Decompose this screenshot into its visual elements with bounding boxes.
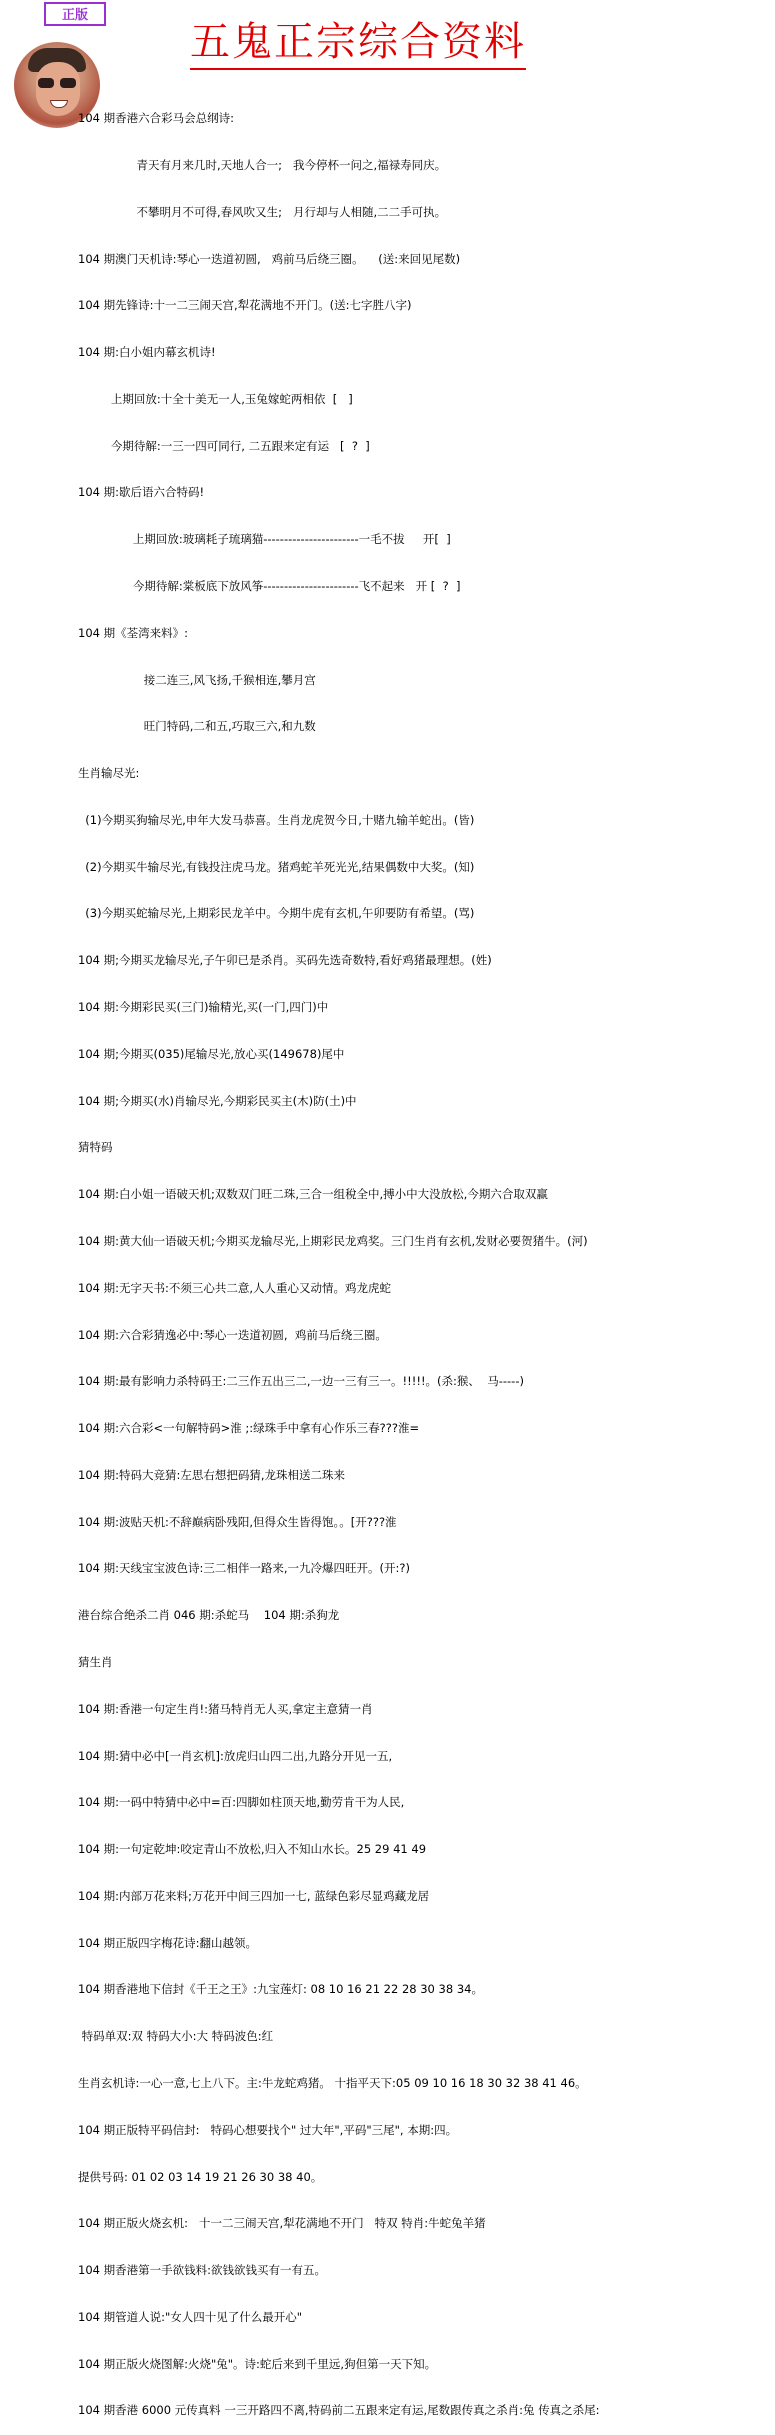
- text-line: 104 期:无字天书:不须三心共二意,人人重心又动情。鸡龙虎蛇: [78, 1280, 392, 1295]
- text-line: 104 期:内部万花来料;万花开中间三四加一七, 蓝绿色彩尽显鸡藏龙居: [78, 1888, 430, 1903]
- text-line: 生肖输尽光:: [78, 766, 140, 781]
- text-line: 104 期正版四字梅花诗:翻山越领。: [78, 1935, 257, 1950]
- text-line: (3)今期买蛇输尽光,上期彩民龙羊中。今期牛虎有玄机,午卯要防有希望。(骂): [78, 906, 475, 921]
- text-line: 104 期香港第一手欲钱料:欲钱欲钱买有一有五。: [78, 2263, 326, 2278]
- text-line: 104 期正版火烧图解:火烧"兔"。诗:蛇后来到千里远,狗但第一天下知。: [78, 2356, 437, 2371]
- text-line: 104 期:今期彩民买(三门)输精光,买(一门,四门)中: [78, 1000, 329, 1015]
- text-line: 生肖玄机诗:一心一意,七上八下。主:牛龙蛇鸡猪。 十指平天下:05 09 10 16 18 30 32 38 41 46。: [78, 2076, 587, 2090]
- avatar-glasses-left: [38, 78, 54, 88]
- text-line: 上期回放:玻璃耗子琉璃猫-----------------------一毛不拔 开[ ]: [78, 532, 451, 547]
- text-line: 接二连三,风飞扬,千猴相连,攀月宫: [78, 672, 316, 687]
- text-line: 104 期:白小姐一语破天机;双数双门旺二珠,三合一组稅全中,搏小中大没放松,今期六合取双赢: [78, 1187, 548, 1202]
- text-line: 青天有月来几时,天地人合一; 我今停杯一问之,福禄寿同庆。: [78, 157, 447, 172]
- text-line: 104 期:黄大仙一语破天机;今期买龙输尽光,上期彩民龙鸡奖。三门生肖有玄机,发财必要贺猪牛。(河): [78, 1233, 588, 1248]
- text-line: 今期待解:棠板底下放风筝-----------------------飞不起来 开 [ ? ]: [78, 579, 461, 593]
- text-line: 特码单双:双 特码大小:大 特码波色:红: [78, 2029, 274, 2044]
- text-line: 104 期正版火烧玄机: 十一二三闹天宫,犁花满地不开门 特双 特肖:牛蛇兔羊猪: [78, 2216, 486, 2231]
- text-line: 104 期:天线宝宝波色诗:三二相伴一路来,一九冷爆四旺开。(开:?): [78, 1561, 410, 1576]
- text-line: 104 期香港六合彩马会总纲诗:: [78, 111, 234, 126]
- avatar-glasses-right: [60, 78, 76, 88]
- text-line: 上期回放:十全十美无一人,玉兔嫁蛇两相依 [ ]: [78, 391, 353, 406]
- text-line: 104 期:歇后语六合特码!: [78, 485, 205, 500]
- text-line: 104 期香港 6000 元传真料 一三开路四不离,特码前二五跟来定有运,尾数跟传真之杀肖:兔 传真之杀尾:: [78, 2403, 600, 2418]
- text-line: 104 期:六合彩<一句解特码>淮 ;:绿珠手中拿有心作乐三春???淮=: [78, 1421, 420, 1436]
- text-line: 旺门特码,二和五,巧取三六,和九数: [78, 719, 316, 734]
- text-line: 104 期:特码大竞猜:左思右想把码猜,龙珠相送二珠来: [78, 1467, 346, 1482]
- text-line: 104 期;今期买(水)肖输尽光,今期彩民买主(木)防(土)中: [78, 1093, 357, 1108]
- text-line: 104 期澳门天机诗:琴心一迭道初圆, 鸡前马后绕三圈。 (送:来回见尾数): [78, 251, 461, 266]
- text-line: 猜特码: [78, 1140, 113, 1155]
- text-line: 104 期:香港一句定生肖!:猪马特肖无人买,拿定主意猜一肖: [78, 1701, 373, 1716]
- text-line: 104 期先锋诗:十一二三闹天宫,犁花满地不开门。(送:七字胜八字): [78, 298, 412, 313]
- text-line: 104 期:猜中必中[一肖玄机]:放虎归山四二出,九路分开见一五,: [78, 1748, 393, 1763]
- text-line: 104 期:一码中特猜中必中=百:四脚如柱顶天地,勤劳肯干为人民,: [78, 1795, 405, 1810]
- text-line: (1)今期买狗输尽光,申年大发马恭喜。生肖龙虎贺今日,十赌九输羊蛇出。(皆): [78, 812, 475, 827]
- text-line: 104 期管道人说:"女人四十见了什么最开心": [78, 2309, 303, 2324]
- badge: 正版: [44, 2, 106, 26]
- text-line: 提供号码: 01 02 03 14 19 21 26 30 38 40。: [78, 2169, 323, 2184]
- text-line: 104 期香港地下信封《千王之王》:九宝莲灯: 08 10 16 21 22 28 30 38 34。: [78, 1982, 483, 1997]
- text-line: 不攀明月不可得,春风吹又生; 月行却与人相随,二二手可执。: [78, 204, 447, 219]
- text-line: 今期待解:一三一四可同行, 二五跟来定有运 [ ? ]: [78, 438, 370, 453]
- text-line: 104 期:六合彩猜逸必中:琴心一迭道初圆, 鸡前马后绕三圈。: [78, 1327, 387, 1342]
- text-line: 港台综合绝杀二肖 046 期:杀蛇马 104 期:杀狗龙: [78, 1608, 340, 1623]
- text-line: 104 期;今期买(035)尾输尽光,放心买(149678)尾中: [78, 1046, 345, 1061]
- text-line: 猜生肖: [78, 1654, 113, 1669]
- text-line: 104 期正版特平码信封: 特码心想要找个" 过大年",平码"三尾", 本期:四。: [78, 2122, 458, 2137]
- text-line: 104 期:一句定乾坤:咬定青山不放松,归入不知山水长。25 29 41 49: [78, 1842, 427, 1857]
- text-line: 104 期《荃湾来料》:: [78, 625, 188, 640]
- text-line: 104 期:波贴天机:不辞巅病卧残阳,但得众生皆得饱。。[开???淮: [78, 1514, 397, 1529]
- text-line: 104 期:白小姐内幕玄机诗!: [78, 345, 216, 360]
- text-line: (2)今期买牛输尽光,有钱投注虎马龙。猪鸡蛇羊死光光,结果偶数中大奖。(知): [78, 859, 475, 874]
- text-line: 104 期:最有影响力杀特码王:二三作五出三二,一边一三有三一。!!!!!。(杀:猴、 马-----): [78, 1374, 524, 1389]
- page-title: 五鬼正宗综合资料: [190, 18, 526, 70]
- text-line: 104 期;今期买龙输尽光,子午卯已是杀肖。买码先选奇数特,看好鸡猪最理想。(姓): [78, 953, 492, 968]
- content-body: [78, 80, 768, 2435]
